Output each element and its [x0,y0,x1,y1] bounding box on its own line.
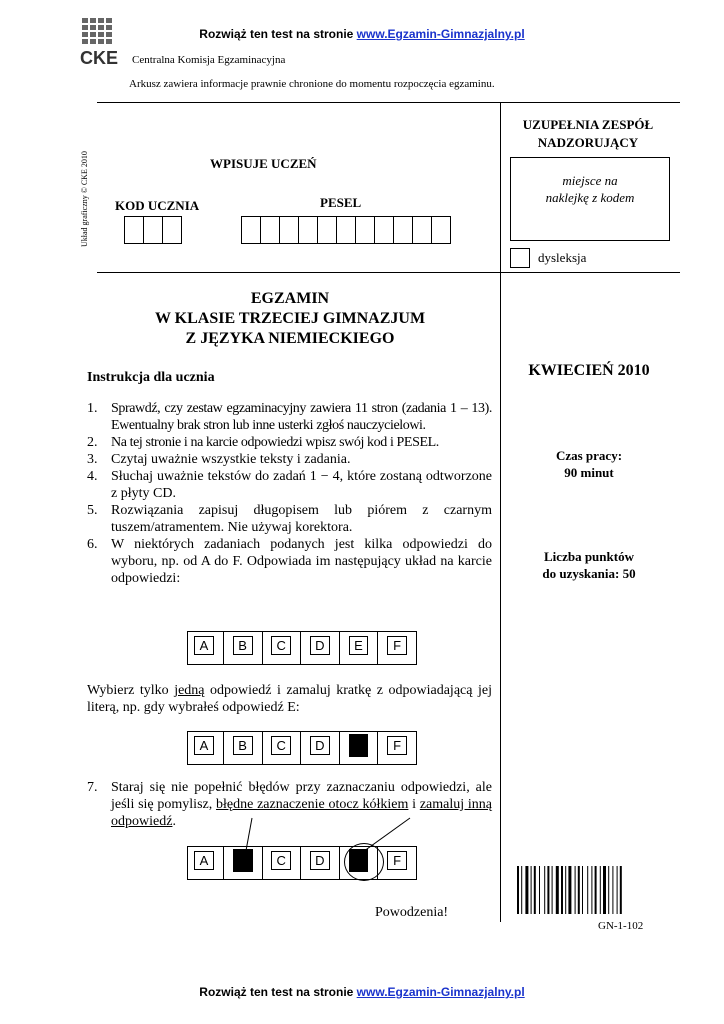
answer-cell-d: D [310,636,330,655]
barcode-bar [568,866,571,914]
good-luck: Powodzenia! [375,905,449,920]
exam-title-line1: EGZAMIN [250,290,330,307]
pesel-cell[interactable] [279,216,299,244]
copyright-side-note: Układ graficzny © CKE 2010 [80,151,89,247]
exam-date: KWIECIEŃ 2010 [528,362,650,379]
code-cell[interactable] [143,216,163,244]
pesel-cell[interactable] [260,216,280,244]
barcode-bar [547,866,549,914]
pesel-cell[interactable] [393,216,413,244]
bottom-banner-text: Rozwiąż ten test na stronie [199,985,357,999]
answer-grid-marked [187,731,417,765]
pesel-cell[interactable] [374,216,394,244]
answer-cell-f: F [387,736,407,755]
student-heading: WPISUJE UCZEŃ [210,156,317,171]
bottom-banner [0,985,724,999]
exam-points-label: Liczba punktów [544,549,634,564]
pesel-cell[interactable] [431,216,451,244]
barcode-bar [521,866,522,914]
exam-time-value: 90 minut [564,465,614,480]
barcode-bar [565,866,566,914]
barcode-bar [617,866,618,914]
answer-cell-e-filled [349,734,369,757]
student-code-label: KOD UCZNIA [115,198,200,213]
sticker-text: miejsce na naklejkę z kodem [545,173,635,205]
instruction-item-7: 7. Staraj się nie popełnić błędów przy zaznaczaniu odpowiedzi, ale jeśli się pomylisz, błędne zaznaczenie otocz kółkiem i zamaluj inną odpowiedź. [87,780,493,829]
pesel-cell[interactable] [241,216,261,244]
code-cell[interactable] [124,216,144,244]
answer-cell-c: C [271,636,291,655]
answer-cell-a: A [194,736,214,755]
pesel-cell[interactable] [412,216,432,244]
barcode-bar [561,866,563,914]
answer-grid-corrected [187,846,417,880]
cke-logo-text: CKE [80,48,119,68]
barcode-bar [591,866,592,914]
protection-notice: Arkusz zawiera informacje prawnie chronione do momentu rozpoczęcia egzaminu. [129,78,495,90]
barcode [517,866,651,914]
correction-circle [344,843,384,881]
pesel-cell[interactable] [355,216,375,244]
barcode-bar [552,866,553,914]
answer-grid-example [187,631,417,665]
exam-points-value: do uzyskania: 50 [542,566,636,581]
answer-cell-b: B [233,636,253,655]
barcode-bar [595,866,597,914]
middle-rule [97,272,680,273]
barcode-bar [575,866,576,914]
instruction-item: 5. Rozwiązania zapisuj długopisem lub piórem z czarnym tuszem/atramentem. Nie używaj korektora. [87,503,492,535]
pesel-cell[interactable] [336,216,356,244]
cke-logo [78,16,122,68]
barcode-bar [534,866,536,914]
barcode-bar [556,866,559,914]
pesel-cell[interactable] [317,216,337,244]
answer-cell-c: C [271,851,291,870]
dyslexia-label: dysleksja [538,250,587,265]
pesel-cell[interactable] [298,216,318,244]
instruction-item: 6. W niektórych zadaniach podanych jest kilka odpowiedzi do wyboru, np. od A do F. Odpowiada im następujący układ na karcie odpowiedzi: [87,537,492,586]
instruction-item: 3. Czytaj uważnie wszystkie teksty i zadania. [87,452,351,467]
choose-one-text: Wybierz tylko jedną odpowiedź i zamaluj kratkę z odpowiadającą jej literą, np. gdy wybrałeś odpowiedź E: [87,683,492,715]
answer-cell-e: E [349,636,369,655]
code-cell[interactable] [162,216,182,244]
barcode-bar [517,866,519,914]
answer-cell-c: C [271,736,291,755]
instruction-item: 1. Sprawdź, czy zestaw egzaminacyjny zawiera 11 stron (zadania 1 – 13). Ewentualny brak stron lub inne usterki zgłoś nauczycielowi. [87,401,492,433]
pesel-boxes[interactable] [241,216,451,244]
answer-cell-b-filled [233,849,253,872]
exam-time [508,447,670,481]
answer-cell-d: D [310,851,330,870]
instruction-item: 2. Na tej stronie i na karcie odpowiedzi wpisz swój kod i PESEL. [87,435,439,450]
pesel-label: PESEL [320,195,362,210]
barcode-bar [539,866,540,914]
student-code-boxes[interactable] [124,216,182,244]
dyslexia-checkbox[interactable] [510,248,530,268]
barcode-bar [525,866,528,914]
answer-cell-d: D [310,736,330,755]
exam-time-label: Czas pracy: [555,448,623,463]
answer-cell-a: A [194,636,214,655]
barcode-bar [544,866,545,914]
barcode-bar [600,866,601,914]
top-banner-text: Rozwiąż ten test na stronie [199,27,357,41]
answer-cell-f: F [387,851,407,870]
exam-title [100,289,480,349]
barcode-bar [620,866,622,914]
instruction-item: 4. Słuchaj uważnie tekstów do zadań 1 − 4, które zostaną odtworzone z płyty CD. [87,469,492,501]
commission-name: Centralna Komisja Egzaminacyjna [132,54,286,66]
barcode-bar [612,866,613,914]
exam-title-line2: W KLASIE TRZECIEJ GIMNAZJUM [154,310,426,327]
answer-cell-b: B [233,736,253,755]
team-heading: UZUPEŁNIA ZESPÓŁ NADZORUJĄCY [522,117,654,150]
top-banner-link[interactable]: www.Egzamin-Gimnazjalny.pl [356,27,525,41]
answer-cell-f: F [387,636,407,655]
top-rule [97,102,680,103]
sticker-box [510,157,670,241]
barcode-bar [578,866,580,914]
bottom-banner-link[interactable]: www.Egzamin-Gimnazjalny.pl [356,985,525,999]
column-divider [500,102,501,922]
barcode-bar [587,866,588,914]
barcode-text: GN-1-102 [598,920,644,932]
exam-points [508,548,670,582]
barcode-bar [582,866,583,914]
answer-cell-e-circled [349,849,369,872]
instructions-list [87,400,492,587]
answer-cell-a: A [194,851,214,870]
exam-title-line3: Z JĘZYKA NIEMIECKIEGO [185,330,395,347]
barcode-bar [531,866,532,914]
instructions-heading: Instrukcja dla ucznia [87,370,215,385]
barcode-bar [603,866,606,914]
barcode-bar [608,866,609,914]
